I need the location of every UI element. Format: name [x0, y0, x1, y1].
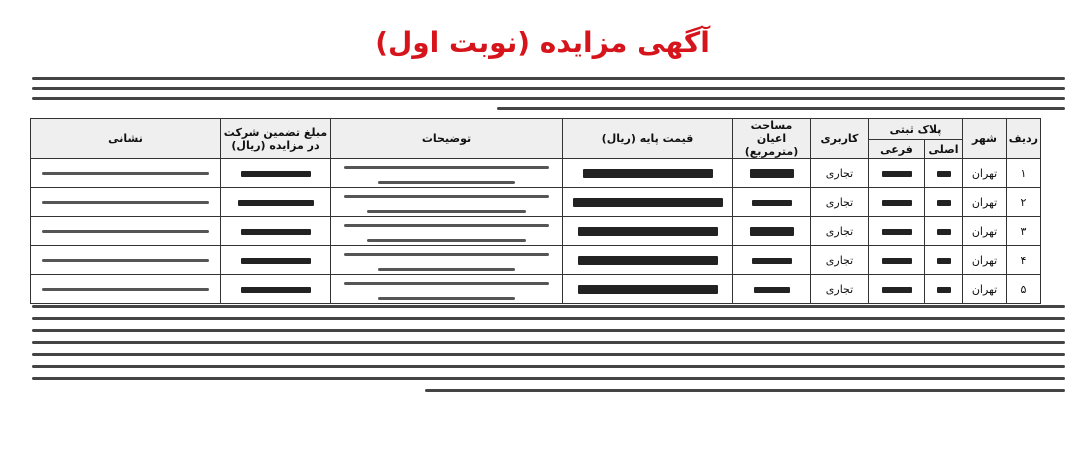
row-number: ۲ [1007, 188, 1041, 217]
row-city: تهران [963, 159, 1007, 188]
row-use: تجاری [811, 246, 869, 275]
col-use: کاربری [811, 119, 869, 159]
col-base-price: قیمت پایه (ریال) [563, 119, 733, 159]
row-city: تهران [963, 275, 1007, 304]
col-address: نشانی [31, 119, 221, 159]
row-use: تجاری [811, 217, 869, 246]
notice-title: آگهی مزایده (نوبت اول) [375, 26, 710, 59]
intro-paragraph [32, 70, 1065, 108]
col-plaque: پلاک ثبتی [869, 119, 963, 140]
row-city: تهران [963, 246, 1007, 275]
col-city: شهر [963, 119, 1007, 159]
row-city: تهران [963, 188, 1007, 217]
col-plaque-sub: فرعی [869, 140, 925, 159]
row-use: تجاری [811, 188, 869, 217]
row-city: تهران [963, 217, 1007, 246]
table-row [31, 159, 1041, 188]
table-row [31, 246, 1041, 275]
row-number: ۳ [1007, 217, 1041, 246]
col-guarantee: مبلغ تضمین شرکت در مزایده (ریال) [221, 119, 331, 159]
col-row-no: ردیف [1007, 119, 1041, 159]
terms-paragraph [32, 296, 1065, 392]
row-number: ۵ [1007, 275, 1041, 304]
row-use: تجاری [811, 159, 869, 188]
row-number: ۱ [1007, 159, 1041, 188]
col-area: مساحت اعیان (مترمربع) [733, 119, 811, 159]
table-row [31, 217, 1041, 246]
row-use: تجاری [811, 275, 869, 304]
row-number: ۴ [1007, 246, 1041, 275]
table-row [31, 188, 1041, 217]
col-plaque-main: اصلی [925, 140, 963, 159]
lots-table [30, 118, 1041, 304]
col-description: توضیحات [331, 119, 563, 159]
